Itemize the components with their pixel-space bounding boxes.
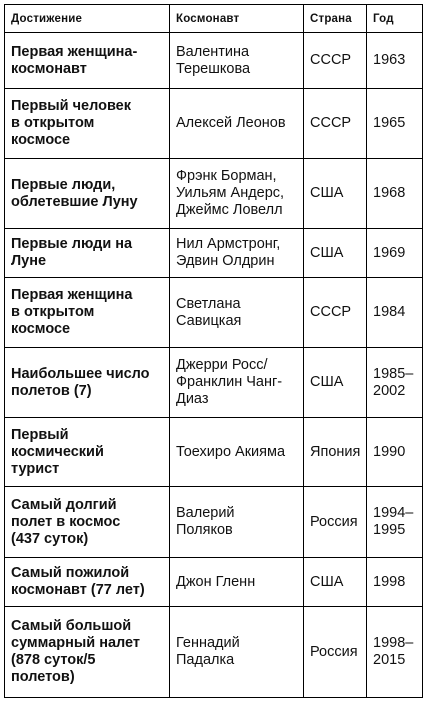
header-year: Год xyxy=(367,5,423,33)
table-header-row xyxy=(5,5,423,33)
table-row xyxy=(5,418,423,487)
table-row xyxy=(5,278,423,348)
country-cell: Россия xyxy=(304,487,367,558)
table-row xyxy=(5,159,423,229)
cosmonaut-cell: Светлана Савицкая xyxy=(170,278,304,348)
table-row xyxy=(5,229,423,278)
cosmonaut-cell: Алексей Леонов xyxy=(170,89,304,159)
country-cell: СССР xyxy=(304,33,367,89)
year-cell: 1998 xyxy=(367,558,423,607)
achievement-cell: Первый человек в открытом космосе xyxy=(5,89,170,159)
year-cell: 1998– 2015 xyxy=(367,607,423,698)
cosmonaut-cell: Валерий Поляков xyxy=(170,487,304,558)
table-row xyxy=(5,558,423,607)
country-cell: Япония xyxy=(304,418,367,487)
space-records-table xyxy=(4,4,423,698)
cosmonaut-cell: Геннадий Падалка xyxy=(170,607,304,698)
header-achievement: Достижение xyxy=(5,5,170,33)
year-cell: 1994– 1995 xyxy=(367,487,423,558)
header-country: Страна xyxy=(304,5,367,33)
table-row xyxy=(5,607,423,698)
country-cell: США xyxy=(304,348,367,418)
year-cell: 1985– 2002 xyxy=(367,348,423,418)
country-cell: США xyxy=(304,229,367,278)
cosmonaut-cell: Нил Армстронг, Эдвин Олдрин xyxy=(170,229,304,278)
cosmonaut-cell: Джон Гленн xyxy=(170,558,304,607)
year-cell: 1968 xyxy=(367,159,423,229)
header-cosmonaut: Космонавт xyxy=(170,5,304,33)
year-cell: 1969 xyxy=(367,229,423,278)
achievement-cell: Первые люди на Луне xyxy=(5,229,170,278)
table-row xyxy=(5,348,423,418)
country-cell: Россия xyxy=(304,607,367,698)
year-cell: 1990 xyxy=(367,418,423,487)
achievement-cell: Первая женщина- космонавт xyxy=(5,33,170,89)
year-cell: 1963 xyxy=(367,33,423,89)
year-cell: 1965 xyxy=(367,89,423,159)
achievement-cell: Самый большой суммарный налет (878 суток/5 полетов) xyxy=(5,607,170,698)
country-cell: СССР xyxy=(304,89,367,159)
cosmonaut-cell: Фрэнк Борман, Уильям Андерс, Джеймс Ловелл xyxy=(170,159,304,229)
achievement-cell: Первая женщина в открытом космосе xyxy=(5,278,170,348)
achievement-cell: Наибольшее число полетов (7) xyxy=(5,348,170,418)
table-row xyxy=(5,89,423,159)
achievement-cell: Первый космический турист xyxy=(5,418,170,487)
achievement-cell: Самый пожилой космонавт (77 лет) xyxy=(5,558,170,607)
achievement-cell: Первые люди, облетевшие Луну xyxy=(5,159,170,229)
cosmonaut-cell: Валентина Терешкова xyxy=(170,33,304,89)
country-cell: СССР xyxy=(304,278,367,348)
year-cell: 1984 xyxy=(367,278,423,348)
table-row xyxy=(5,33,423,89)
achievement-cell: Самый долгий полет в космос (437 суток) xyxy=(5,487,170,558)
cosmonaut-cell: Тоехиро Акияма xyxy=(170,418,304,487)
country-cell: США xyxy=(304,159,367,229)
table-row xyxy=(5,487,423,558)
cosmonaut-cell: Джерри Росс/ Франклин Чанг- Диаз xyxy=(170,348,304,418)
records-table-container xyxy=(4,4,423,698)
country-cell: США xyxy=(304,558,367,607)
